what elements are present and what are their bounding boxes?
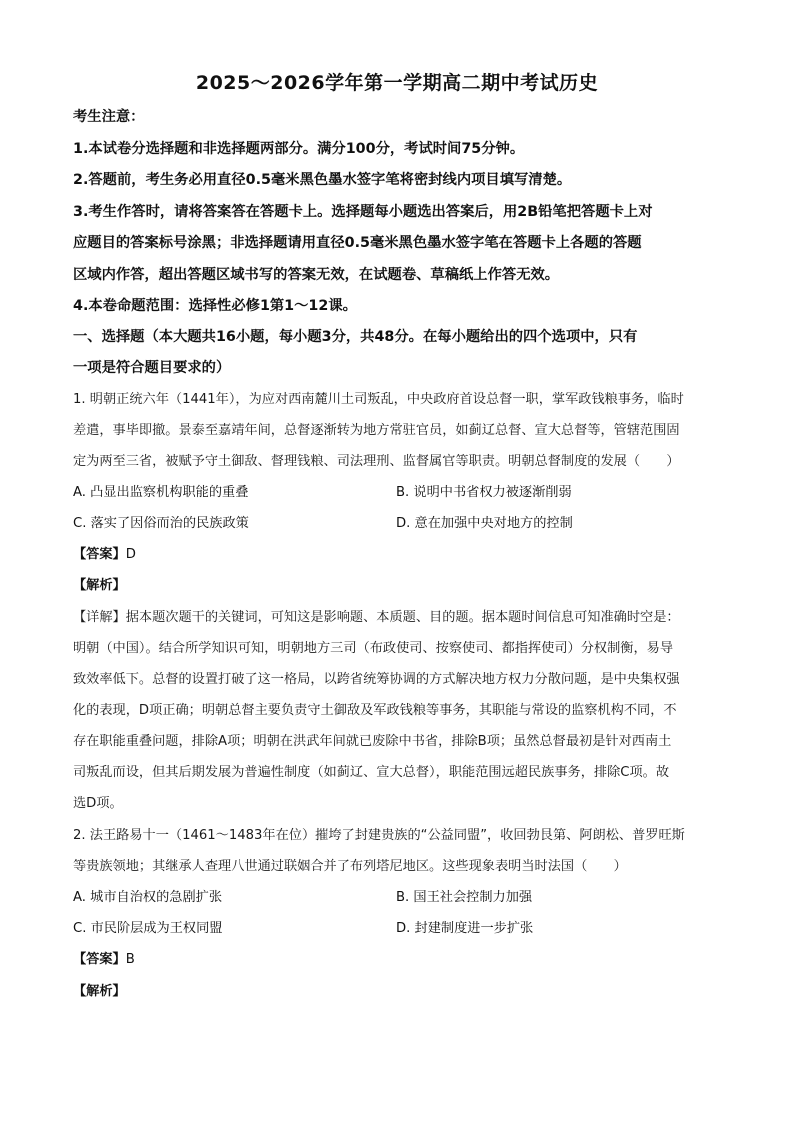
- notice-line: 3.考生作答时，请将答案答在答题卡上。选择题每小题选出答案后，用2B铅笔把答题卡上对: [73, 204, 653, 220]
- detail-line: 致效率低下。总督的设置打破了这一格局，以跨省统筹协调的方式解决地方权力分散问题，是中央集权强: [73, 672, 680, 687]
- notice-line: 应题目的答案标号涂黑；非选择题请用直径0.5毫米黑色墨水签字笔在答题卡上各题的答题: [73, 235, 642, 251]
- detail-line: 化的表现，D项正确；明朝总督主要负责守土御敌及军政钱粮等事务，其职能与常设的监察机构不同，不: [73, 703, 677, 718]
- option-c: C. 市民阶层成为王权同盟: [73, 921, 223, 936]
- notice-line: 2.答题前，考生务必用直径0.5毫米黑色墨水签字笔将密封线内项目填写清楚。: [73, 172, 572, 188]
- option-c: C. 落实了因俗而治的民族政策: [73, 516, 249, 531]
- section-heading: 一项是符合题目要求的）: [73, 360, 231, 376]
- section-heading: 一、选择题（本大题共16小题，每小题3分，共48分。在每小题给出的四个选项中，只有: [73, 329, 638, 345]
- notice-line: 1.本试卷分选择题和非选择题两部分。满分100分，考试时间75分钟。: [73, 141, 525, 157]
- answer-value: B: [125, 952, 135, 967]
- detail-line: 【详解】据本题次题干的关键词，可知这是影响题、本质题、目的题。据本题时间信息可知准确时空是：: [73, 610, 680, 625]
- answer-value: D: [125, 547, 136, 562]
- answer-label: 【答案】: [73, 952, 126, 967]
- option-d: D. 意在加强中央对地方的控制: [396, 516, 573, 531]
- question-stem-line: 差遣，事毕即撤。景泰至嘉靖年间，总督逐渐转为地方常驻官员，如蓟辽总督、宣大总督等，管辖范围固: [73, 423, 680, 438]
- option-d: D. 封建制度进一步扩张: [396, 921, 534, 936]
- notice-line: 区域内作答，超出答题区域书写的答案无效，在试题卷、草稿纸上作答无效。: [73, 267, 560, 283]
- detail-line: 司叛乱而设，但其后期发展为普遍性制度（如蓟辽、宣大总督），职能范围远超民族事务，排除C项。故: [73, 765, 670, 780]
- option-a: A. 城市自治权的急剧扩张: [73, 890, 223, 905]
- question-stem-line: 等贵族领地；其继承人查理八世通过联姻合并了布列塔尼地区。这些现象表明当时法国（ ）: [73, 859, 627, 874]
- analysis-label: 【解析】: [73, 984, 126, 999]
- option-b: B. 国王社会控制力加强: [396, 890, 533, 905]
- page-title: 2025～2026学年第一学期高二期中考试历史: [195, 72, 599, 94]
- question-stem-line: 定为两至三省，被赋予守土御敌、督理钱粮、司法理刑、监督属官等职责。明朝总督制度的发展（ ）: [73, 454, 680, 469]
- question-stem-line: 2. 法王路易十一（1461～1483年在位）摧垮了封建贵族的“公益同盟”，收回勃艮第、阿朗松、普罗旺斯: [73, 828, 685, 843]
- notice-line: 4.本卷命题范围：选择性必修1第1～12课。: [73, 298, 357, 314]
- option-b: B. 说明中书省权力被逐渐削弱: [396, 485, 572, 500]
- notice-heading: 考生注意：: [73, 109, 145, 125]
- detail-line: 选D项。: [73, 796, 123, 811]
- question-stem-line: 1. 明朝正统六年（1441年），为应对西南麓川土司叛乱，中央政府首设总督一职，掌军政钱粮事务，临时: [73, 392, 684, 407]
- answer-label: 【答案】: [73, 547, 126, 562]
- analysis-label: 【解析】: [73, 578, 126, 593]
- detail-line: 存在职能重叠问题，排除A项；明朝在洪武年间就已废除中书省，排除B项；虽然总督最初是针对西南土: [73, 734, 672, 749]
- answer-row: [73, 545, 136, 565]
- answer-row: [73, 950, 135, 970]
- detail-line: 明朝（中国）。结合所学知识可知，明朝地方三司（布政使司、按察使司、都指挥使司）分权制衡，易导: [73, 641, 674, 656]
- option-a: A. 凸显出监察机构职能的重叠: [73, 485, 249, 500]
